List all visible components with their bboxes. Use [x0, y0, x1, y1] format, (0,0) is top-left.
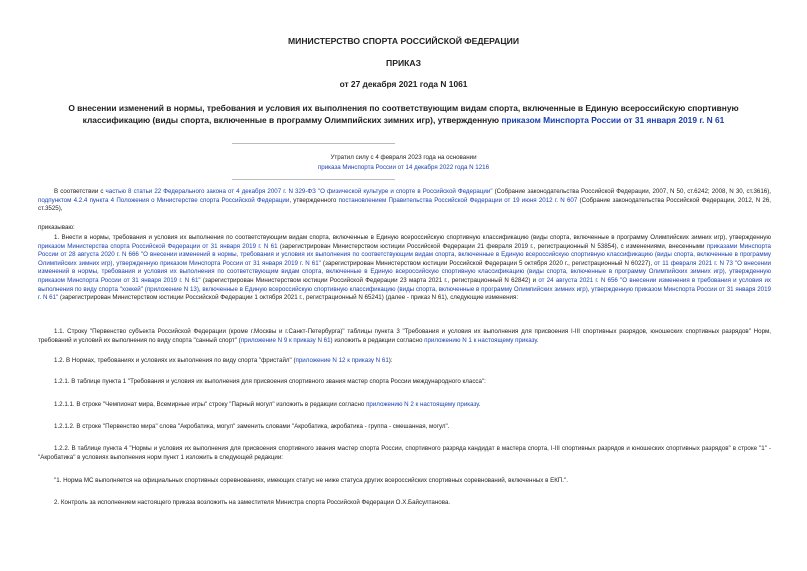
paragraph-1-2-1: 1.2.1. В таблице пункта 1 "Требования и условия их выполнения для присвоения спортивного звания мастер спорта России международного класса":	[54, 378, 486, 385]
lapse-notice-text: Утратил силу с 4 февраля 2023 года на основании	[330, 154, 477, 161]
link-order-666[interactable]: приказами Минспорта России от 28 августа 2020 г. N 666 "О внесении изменений в нормы, требования и условия их выполнения по соответствующим видам спорта, включенные в Единую всероссийскую спортивную классификацию (виды спорта, включенные в программу Олимпийских зимних игр), утвержденную приказом Минспорта России от 31 января 2019 г. N 61"	[38, 242, 771, 267]
link-order-73[interactable]: от 11 февраля 2021 г. N 73 "О внесении изменений в нормы, требования и условия их выполнения по соответствующим видам спорта, включенные в Единую всероссийскую спортивную классификацию (виды спорта, включенные в программу Олимпийских зимних игр), утвержденную приказом Минспорта России от 31 января 2019 г. N 61"	[38, 259, 771, 284]
order-date-number: от 27 декабря 2021 года N 1061	[339, 79, 468, 89]
paragraph-2: 2. Контроль за исполнением настоящего приказа возложить на заместителя Министра спорта Российской Федерации О.Х.Байсултанова.	[54, 499, 451, 506]
paragraph-quote: "1. Норма МС выполняется на официальных спортивных соревнованиях, имеющих статус не ниже статуса других всероссийских спортивных соревнований, включенных в ЕКП.".	[54, 477, 568, 484]
link-appendix-12[interactable]: приложение N 12 к приказу N 61	[295, 357, 389, 364]
link-appendix-9[interactable]: приложение N 9 к приказу N 61	[240, 336, 331, 344]
link-government-resolution-607[interactable]: постановлением Правительства Российской Федерации от 19 июня 2012 г. N 607	[338, 196, 578, 204]
paragraph-1: 1. Внести в нормы, требования и условия их выполнения по соответствующим видам спорта, включенные в Единую всероссийскую спортивную классификацию (виды спорта, включенные в программу Олимпийских зимних игр), утвержденную приказом Министерства спорта Российской Федерации от 31 января 2019 г. N 61 (зарегистрирован Министерством юстиции Российской Федерации 21 февраля 2019 г., регистрационный N 53854), с изменениями, внесенными приказами Минспорта России от 28 августа 2020 г. N 666 "О внесении изменений в нормы, требования и условия их выполнения по соответствующим видам спорта, включенные в Единую всероссийскую спортивную классификацию (виды спорта, включенные в программу Олимпийских зимних игр), утвержденную приказом Минспорта России от 31 января 2019 г. N 61" (зарегистрирован Министерством юстиции Российской Федерации 5 октября 2020 г., регистрационный N 60227), от 11 февраля 2021 г. N 73 "О внесении изменений в нормы, требования и условия их выполнения по соответствующим видам спорта, включенные в Единую всероссийскую спортивную классификацию (виды спорта, включенные в программу Олимпийских зимних игр), утвержденную приказом Минспорта России от 31 января 2019 г. N 61" (зарегистрирован Министерством юстиции Российской Федерации 23 марта 2021 г., регистрационный N 62842) и от 24 августа 2021 г. N 656 "О внесении изменения в требования и условия их выполнения по виду спорта "хоккей" (приложение N 13), включенные в Единую всероссийскую спортивную классификацию (виды спорта, включенные в программу Олимпийских зимних игр), утвержденную приказом Минспорта России от 31 января 2019 г. N 61" (зарегистрирован Министерством юстиции Российской Федерации 1 октября 2021 г., регистрационный N 65241) (далее - приказ N 61), следующие изменения:	[38, 234, 771, 302]
paragraph-1-2-2: 1.2.2. В таблице пункта 4 "Нормы и условия их выполнения для присвоения спортивного звания мастер спорта России, спортивного разряда кандидат в мастера спорта, I-III спортивных разрядов и юношеских спортивных разрядов" в строке "1" - "Акробатика" в условиях выполнения норм пункт 1 изложить в следующей редакции:	[38, 445, 771, 461]
link-subpoint-424[interactable]: подпунктом 4.2.4 пункта 4 Положения о Министерстве спорта Российской Федерации	[38, 196, 290, 204]
paragraph-1-2-1-1: 1.2.1.1. В строке "Чемпионат мира, Всемирные игры" строку "Парный могул" изложить в редакции согласно приложению N 2 к настоящему приказу.	[54, 401, 481, 408]
lapse-notice	[0, 153, 807, 173]
paragraph-1-2-1-2: 1.2.1.2. В строке "Первенство мира" слова "Акробатика, могул" заменить словами "Акробатика, акробатика - группа - смешанная, могул".	[54, 423, 450, 430]
ministry-heading: МИНИСТЕРСТВО СПОРТА РОССИЙСКОЙ ФЕДЕРАЦИИ	[287, 36, 519, 46]
link-attachment-1[interactable]: приложению N 1 к настоящему приказу	[424, 336, 537, 344]
paragraph-order-word: приказываю:	[38, 224, 75, 231]
divider-bottom	[232, 179, 395, 180]
order-title-link[interactable]: приказом Минспорта России от 31 января 2019 г. N 61	[501, 115, 725, 125]
link-order-656[interactable]: от 24 августа 2021 г. N 656 "О внесении изменения в требования и условия их выполнения по виду спорта "хоккей" (приложение N 13), включенные в Единую всероссийскую спортивную классификацию (виды спорта, включенные в программу Олимпийских зимних игр), утвержденную приказом Минспорта России от 31 января 2019 г. N 61"	[38, 276, 771, 302]
paragraph-preamble: В соответствии с частью 8 статьи 22 Федерального закона от 4 декабря 2007 г. N 329-ФЗ "О физической культуре и спорте в Российской Федерации" (Собрание законодательства Российской Федерации, 2007, N 50, ст.6242; 2008, N 30, ст.3616), подпунктом 4.2.4 пункта 4 Положения о Министерстве спорта Российской Федерации, утвержденного постановлением Правительства Российской Федерации от 19 июня 2012 г. N 607 (Собрание законодательства Российской Федерации, 2012, N 26, ст.3525),	[38, 188, 772, 213]
link-order-61[interactable]: приказом Министерства спорта Российской Федерации от 31 января 2019 г. N 61	[38, 242, 278, 250]
paragraph-1-1: 1.1. Строку "Первенство субъекта Российской Федерации (кроме г.Москвы и г.Санкт-Петербурга)" таблицы пункта 3 "Требования и условия их выполнения для присвоения I-III спортивных разрядов, юношеских спортивных разрядов" Норм, требований и условий их выполнения по виду спорта "санный спорт" (приложение N 9 к приказу N 61) изложить в редакции согласно приложению N 1 к настоящему приказу.	[38, 328, 771, 344]
order-title-text: О внесении изменений в нормы, требования и условия их выполнения по соответствующим видам спорта, включенные в Единую всероссийскую спортивную классификацию (виды спорта, включенные в программу Олимпийских зимних игр), утвержденную	[68, 103, 739, 125]
link-attachment-2[interactable]: приложению N 2 к настоящему приказу	[366, 401, 479, 408]
lapse-notice-link[interactable]: приказа Минспорта России от 14 декабря 2022 года N 1216	[317, 164, 490, 171]
order-title	[50, 102, 757, 126]
link-law-329[interactable]: частью 8 статьи 22 Федерального закона от 4 декабря 2007 г. N 329-ФЗ "О физической культуре и спорте в Российской Федерации"	[105, 188, 493, 195]
divider-top	[232, 143, 395, 144]
order-heading: ПРИКАЗ	[386, 58, 421, 68]
paragraph-1-2: 1.2. В Нормах, требованиях и условиях их выполнения по виду спорта "фристайл" (приложение N 12 к приказу N 61):	[54, 357, 393, 364]
